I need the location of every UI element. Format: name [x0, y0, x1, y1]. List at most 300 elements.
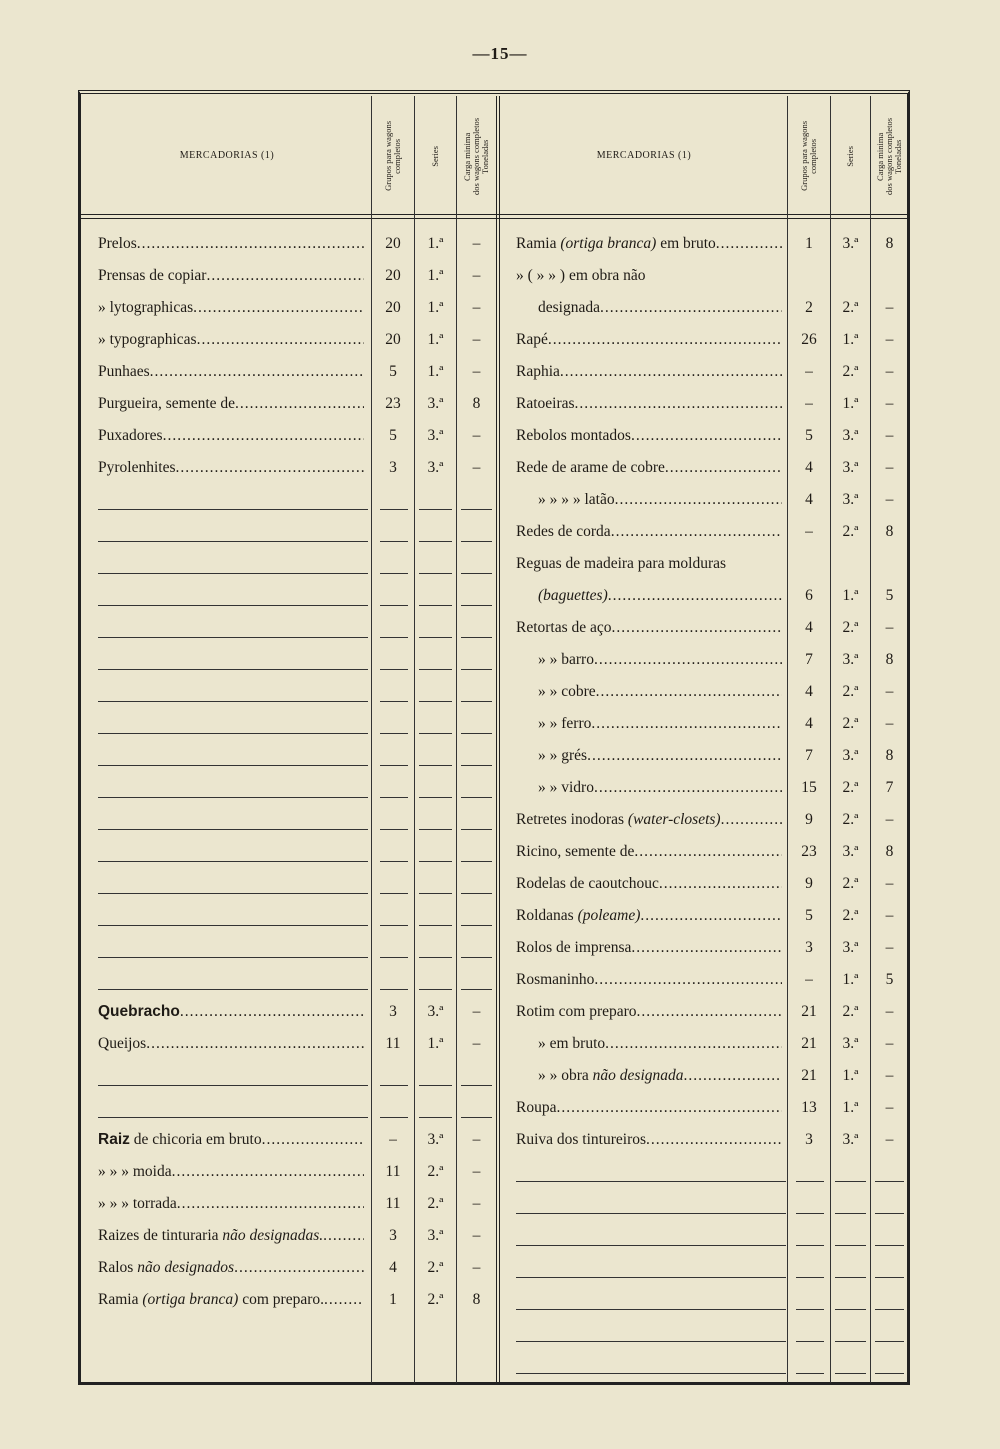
group-cell: – [389, 1131, 397, 1148]
label-text: » » grés [538, 747, 588, 764]
group-cell: 5 [805, 427, 813, 444]
blank-entry-line [516, 1309, 786, 1310]
series-cell: 1.ª [427, 267, 444, 284]
min-load-cell: – [885, 299, 894, 316]
group-cell: 1 [389, 1291, 397, 1308]
min-load-cell: – [885, 1131, 894, 1148]
group-cell: 4 [805, 459, 813, 476]
leader-dots [634, 843, 782, 860]
table-row [0, 1189, 1000, 1219]
series-cell: 1.ª [842, 395, 859, 412]
min-load-cell: – [885, 683, 894, 700]
label-text: Ruiva dos tintureiros [516, 1131, 647, 1148]
label-text: Ramia [516, 235, 561, 252]
series-cell: 3.ª [842, 491, 859, 508]
blank-entry-line [835, 1277, 866, 1278]
group-cell: 4 [389, 1259, 397, 1276]
series-cell: 3.ª [842, 843, 859, 860]
leader-dots [605, 1035, 782, 1052]
min-load-cell: – [472, 1163, 481, 1180]
blank-entry-line [516, 1277, 786, 1278]
label-text: » » barro [538, 651, 594, 668]
blank-entry-line [875, 1309, 904, 1310]
leader-dots [594, 651, 782, 668]
group-cell: 3 [389, 1003, 397, 1020]
group-cell: 20 [385, 299, 401, 316]
merchandise-label [538, 709, 782, 739]
group-cell: – [805, 363, 813, 380]
label-italic-part: (ortiga branca) [142, 1291, 239, 1308]
label-text: » em bruto [538, 1035, 606, 1052]
merchandise-label [516, 1093, 782, 1123]
table-row [0, 453, 1000, 483]
series-cell: 2.ª [842, 779, 859, 796]
label-text: Rodelas de caoutchouc [516, 875, 659, 892]
blank-entry-line [516, 1341, 786, 1342]
min-load-cell: 5 [885, 587, 894, 604]
min-load-cell: – [472, 363, 481, 380]
label-text: Roupa [516, 1099, 557, 1116]
series-cell: 2.ª [842, 619, 859, 636]
leader-dots [631, 427, 782, 444]
series-cell: 3.ª [842, 427, 859, 444]
leader-dots [560, 363, 782, 380]
series-cell: 1.ª [842, 1067, 859, 1084]
series-cell: 2.ª [842, 907, 859, 924]
group-cell: 7 [805, 651, 813, 668]
min-load-cell: – [885, 459, 894, 476]
merchandise-label [538, 645, 782, 675]
series-cell: 1.ª [427, 235, 444, 252]
table-row [0, 1221, 1000, 1251]
merchandise-label [538, 485, 782, 515]
blank-entry-line [796, 1373, 824, 1374]
header-merchandise-right: MERCADORIAS (1) [596, 150, 692, 161]
series-cell: 3.ª [427, 1227, 444, 1244]
leader-dots [596, 683, 782, 700]
group-cell [788, 549, 830, 579]
series-cell: 3.ª [842, 459, 859, 476]
merchandise-label [516, 869, 782, 899]
blank-entry-line [796, 1341, 824, 1342]
group-cell: 5 [389, 363, 397, 380]
leader-dots [608, 587, 782, 604]
min-load-cell: – [885, 363, 894, 380]
series-cell: 3.ª [842, 235, 859, 252]
group-cell: 3 [389, 1227, 397, 1244]
table-row [0, 1093, 1000, 1123]
blank-entry-line [875, 1341, 904, 1342]
min-load-cell: 5 [885, 971, 894, 988]
table-row [0, 773, 1000, 803]
label-tail-part: com preparo. [238, 1291, 325, 1308]
series-cell [831, 549, 870, 579]
blank-entry-line [516, 1181, 786, 1182]
label-text: » typographicas [98, 331, 197, 348]
merchandise-label [538, 741, 782, 771]
series-cell: 2.ª [842, 875, 859, 892]
leader-dots [548, 331, 782, 348]
group-cell: 5 [805, 907, 813, 924]
merchandise-label [538, 581, 782, 611]
leader-dots [575, 395, 782, 412]
leader-dots [591, 715, 782, 732]
series-cell: 3.ª [427, 459, 444, 476]
merchandise-label [516, 805, 782, 835]
min-load-cell: 8 [885, 523, 894, 540]
label-text: Ramia [98, 1291, 143, 1308]
min-load-cell: 8 [885, 235, 894, 252]
group-cell: 2 [805, 299, 813, 316]
blank-entry-line [796, 1309, 824, 1310]
series-cell: 3.ª [842, 1035, 859, 1052]
min-load-cell: 8 [885, 747, 894, 764]
merchandise-label [516, 997, 782, 1027]
leader-dots [611, 523, 782, 540]
blank-entry-line [796, 1181, 824, 1182]
table-row [0, 997, 1000, 1027]
group-cell: 4 [805, 715, 813, 732]
series-cell: 1.ª [842, 971, 859, 988]
series-cell: 1.ª [427, 331, 444, 348]
label-text: designada [538, 299, 600, 316]
table-row [0, 677, 1000, 707]
leader-dots [716, 235, 782, 252]
table-row [0, 933, 1000, 963]
group-cell: – [805, 971, 813, 988]
table-row [0, 325, 1000, 355]
series-cell: 2.ª [842, 523, 859, 540]
series-cell: 2.ª [842, 363, 859, 380]
merchandise-label [516, 421, 782, 451]
label-text: Prensas de copiar [98, 267, 207, 284]
table-row [0, 741, 1000, 771]
label-text: Rede de arame de cobre [516, 459, 665, 476]
table-row [0, 837, 1000, 867]
leader-dots [587, 747, 782, 764]
group-cell: 21 [801, 1003, 817, 1020]
min-load-cell: – [885, 331, 894, 348]
series-cell: 2.ª [427, 1259, 444, 1276]
series-cell [831, 261, 870, 291]
blank-entry-line [875, 1277, 904, 1278]
header-min-load-left: Carga minima dos wagons completos Toneladas [462, 117, 490, 195]
group-cell: 4 [805, 619, 813, 636]
label-text: » » cobre [538, 683, 596, 700]
series-cell: 2.ª [842, 1003, 859, 1020]
min-load-cell: – [472, 267, 481, 284]
label-text: Raizes de tinturaria [98, 1227, 223, 1244]
series-cell: 3.ª [427, 1131, 444, 1148]
label-text: Queijos [98, 1035, 147, 1052]
group-cell: 21 [801, 1067, 817, 1084]
table-row [0, 549, 1000, 579]
min-load-cell: – [472, 299, 481, 316]
min-load-cell: – [885, 875, 894, 892]
group-cell [788, 261, 830, 291]
blank-entry-line [516, 1213, 786, 1214]
blank-entry-line [796, 1213, 824, 1214]
blank-entry-line [835, 1245, 866, 1246]
table-row [0, 1285, 1000, 1315]
merchandise-label [538, 677, 782, 707]
leader-dots [600, 299, 782, 316]
min-load-cell: – [885, 907, 894, 924]
label-text: Retortas de aço [516, 619, 612, 636]
series-cell: 1.ª [842, 587, 859, 604]
table-row [0, 613, 1000, 643]
leader-dots [556, 1099, 782, 1116]
table-row [0, 1029, 1000, 1059]
group-cell: 15 [801, 779, 817, 796]
min-load-cell: 8 [472, 395, 481, 412]
header-merchandise-left: MERCADORIAS (1) [179, 150, 275, 161]
merchandise-label [538, 293, 782, 323]
series-cell: 1.ª [842, 331, 859, 348]
group-cell: 4 [805, 491, 813, 508]
group-cell: 11 [385, 1035, 401, 1052]
merchandise-label [516, 613, 782, 643]
merchandise-label [538, 773, 782, 803]
table-row [0, 1349, 1000, 1379]
blank-entry-line [875, 1245, 904, 1246]
merchandise-label [516, 357, 782, 387]
min-load-cell: – [885, 427, 894, 444]
blank-entry-line [835, 1181, 866, 1182]
min-load-cell: – [472, 1035, 481, 1052]
group-cell: – [805, 395, 813, 412]
group-cell: 20 [385, 267, 401, 284]
table-row [0, 1061, 1000, 1091]
min-load-cell: – [885, 491, 894, 508]
min-load-cell: – [472, 235, 481, 252]
header-series-right: Series [845, 145, 855, 167]
min-load-cell: – [885, 1003, 894, 1020]
label-italic-part: (ortiga branca) [560, 235, 657, 252]
leader-dots [721, 811, 782, 828]
series-cell: 3.ª [842, 747, 859, 764]
group-cell: 21 [801, 1035, 817, 1052]
label-bold-part: Raiz [98, 1131, 130, 1148]
group-cell: 5 [389, 427, 397, 444]
group-cell: 23 [385, 395, 401, 412]
table-row [0, 357, 1000, 387]
label-text: Roldanas [516, 907, 578, 924]
label-text: Quebracho [98, 1003, 180, 1020]
min-load-cell: – [885, 619, 894, 636]
table-row [0, 581, 1000, 611]
label-text: Raphia [516, 363, 560, 380]
min-load-cell: – [472, 1227, 481, 1244]
series-cell: 1.ª [427, 1035, 444, 1052]
series-cell: 1.ª [427, 299, 444, 316]
min-load-cell: – [885, 395, 894, 412]
group-cell: 13 [801, 1099, 817, 1116]
label-italic-part: (poleame) [577, 907, 641, 924]
label-text: » » ferro [538, 715, 592, 732]
group-cell: 3 [389, 459, 397, 476]
label-text: Purgueira, semente de [98, 395, 236, 412]
merchandise-label [516, 933, 782, 963]
label-text: Ricino, semente de [516, 843, 635, 860]
group-cell: 3 [805, 939, 813, 956]
table-row [0, 1253, 1000, 1283]
table-row [0, 293, 1000, 323]
series-cell: 2.ª [842, 715, 859, 732]
min-load-cell: 8 [472, 1291, 481, 1308]
min-load-cell: – [885, 1035, 894, 1052]
min-load-cell: – [885, 715, 894, 732]
blank-entry-line [835, 1309, 866, 1310]
min-load-cell: – [885, 939, 894, 956]
leader-dots [594, 779, 782, 796]
label-italic-part: não designados [137, 1259, 235, 1276]
series-cell: 3.ª [842, 939, 859, 956]
min-load-cell: – [885, 1067, 894, 1084]
min-load-cell: – [472, 1259, 481, 1276]
group-cell: 11 [385, 1163, 401, 1180]
header-min-load-right: Carga minima dos wagons completos Toneladas [875, 117, 903, 195]
table-row [0, 1317, 1000, 1347]
group-cell: 23 [801, 843, 817, 860]
merchandise-label [516, 389, 782, 419]
label-text: » lytographicas [98, 299, 194, 316]
leader-dots [631, 939, 782, 956]
table-row [0, 421, 1000, 451]
group-cell: 6 [805, 587, 813, 604]
blank-entry-line [516, 1245, 786, 1246]
min-load-cell: 8 [885, 843, 894, 860]
label-text: Ratoeiras [516, 395, 575, 412]
header-divider [78, 214, 910, 219]
merchandise-label [516, 901, 782, 931]
table-row [0, 645, 1000, 675]
label-text: » » obra [538, 1067, 593, 1084]
label-text: » » vidro [538, 779, 594, 796]
series-cell: 2.ª [842, 811, 859, 828]
merchandise-label [516, 325, 782, 355]
label-italic-part: (water-closets) [627, 811, 721, 828]
header-groups-left: Grupos para wagons completos [383, 121, 402, 191]
blank-entry-line [875, 1373, 904, 1374]
group-cell: 26 [801, 331, 817, 348]
label-text: » ( » » ) [516, 267, 569, 284]
table-row [0, 805, 1000, 835]
leader-dots [615, 491, 782, 508]
group-cell: 1 [805, 235, 813, 252]
label-text: Retretes inodoras [516, 811, 628, 828]
label-text: Pyrolenhites [98, 459, 176, 476]
table-row [0, 485, 1000, 515]
merchandise-label [516, 549, 782, 579]
series-cell: 2.ª [427, 1291, 444, 1308]
series-cell: 2.ª [427, 1195, 444, 1212]
label-text: » » » moida [98, 1163, 172, 1180]
merchandise-label [516, 261, 782, 291]
series-cell: 3.ª [427, 395, 444, 412]
min-load-cell: – [472, 1195, 481, 1212]
blank-entry-line [516, 1373, 786, 1374]
table-row [0, 709, 1000, 739]
label-italic-part: não designada [592, 1067, 684, 1084]
label-tail-part: em obra não [568, 267, 646, 284]
header-groups-right: Grupos para wagons completos [799, 121, 818, 191]
label-italic-part: (baguettes) [538, 587, 608, 604]
blank-entry-line [835, 1341, 866, 1342]
table-row [0, 261, 1000, 291]
table-row [0, 389, 1000, 419]
merchandise-label [516, 965, 782, 995]
merchandise-label [516, 517, 782, 547]
leader-dots [612, 619, 782, 636]
blank-entry-line [796, 1245, 824, 1246]
label-text: Rosmaninho [516, 971, 595, 988]
leader-dots [659, 875, 782, 892]
header-series-left: Series [430, 145, 440, 167]
series-cell: 3.ª [427, 1003, 444, 1020]
series-cell: 1.ª [842, 1099, 859, 1116]
series-cell: 3.ª [842, 651, 859, 668]
group-cell: 3 [805, 1131, 813, 1148]
leader-dots [640, 907, 782, 924]
series-cell: 3.ª [842, 1131, 859, 1148]
merchandise-label [516, 453, 782, 483]
group-cell: 9 [805, 875, 813, 892]
table-row [0, 1125, 1000, 1155]
leader-dots [665, 459, 782, 476]
table-row [0, 1157, 1000, 1187]
merchandise-label [516, 837, 782, 867]
series-cell: 2.ª [427, 1163, 444, 1180]
blank-entry-line [875, 1213, 904, 1214]
series-cell: 2.ª [842, 299, 859, 316]
min-load-cell [871, 261, 908, 291]
label-text: » » » » latão [538, 491, 615, 508]
group-cell: 7 [805, 747, 813, 764]
min-load-cell: – [472, 1003, 481, 1020]
label-text: de chicoria em bruto [129, 1131, 262, 1148]
label-text: Rolos de imprensa [516, 939, 632, 956]
leader-dots [637, 1003, 782, 1020]
table-row [0, 517, 1000, 547]
series-cell: 3.ª [427, 427, 444, 444]
min-load-cell [871, 549, 908, 579]
min-load-cell: – [472, 459, 481, 476]
merchandise-label [516, 229, 782, 259]
table-row [0, 229, 1000, 259]
merchandise-label [538, 1061, 782, 1091]
blank-entry-line [835, 1213, 866, 1214]
blank-entry-line [835, 1373, 866, 1374]
label-tail-part: em bruto [656, 235, 716, 252]
min-load-cell: – [885, 1099, 894, 1116]
min-load-cell: – [472, 427, 481, 444]
label-text: Reguas de madeira para molduras [516, 555, 727, 572]
label-text: Ralos [98, 1259, 138, 1276]
leader-dots [684, 1067, 782, 1084]
label-italic-part: não designadas. [222, 1227, 324, 1244]
min-load-cell: 8 [885, 651, 894, 668]
group-cell: 9 [805, 811, 813, 828]
series-cell: 1.ª [427, 363, 444, 380]
label-text: Rebolos montados [516, 427, 631, 444]
label-text: Redes de corda [516, 523, 611, 540]
leader-dots [646, 1131, 782, 1148]
table-row [0, 965, 1000, 995]
label-text: Rapé [516, 331, 548, 348]
leader-dots [594, 971, 782, 988]
label-text: Puxadores [98, 427, 163, 444]
